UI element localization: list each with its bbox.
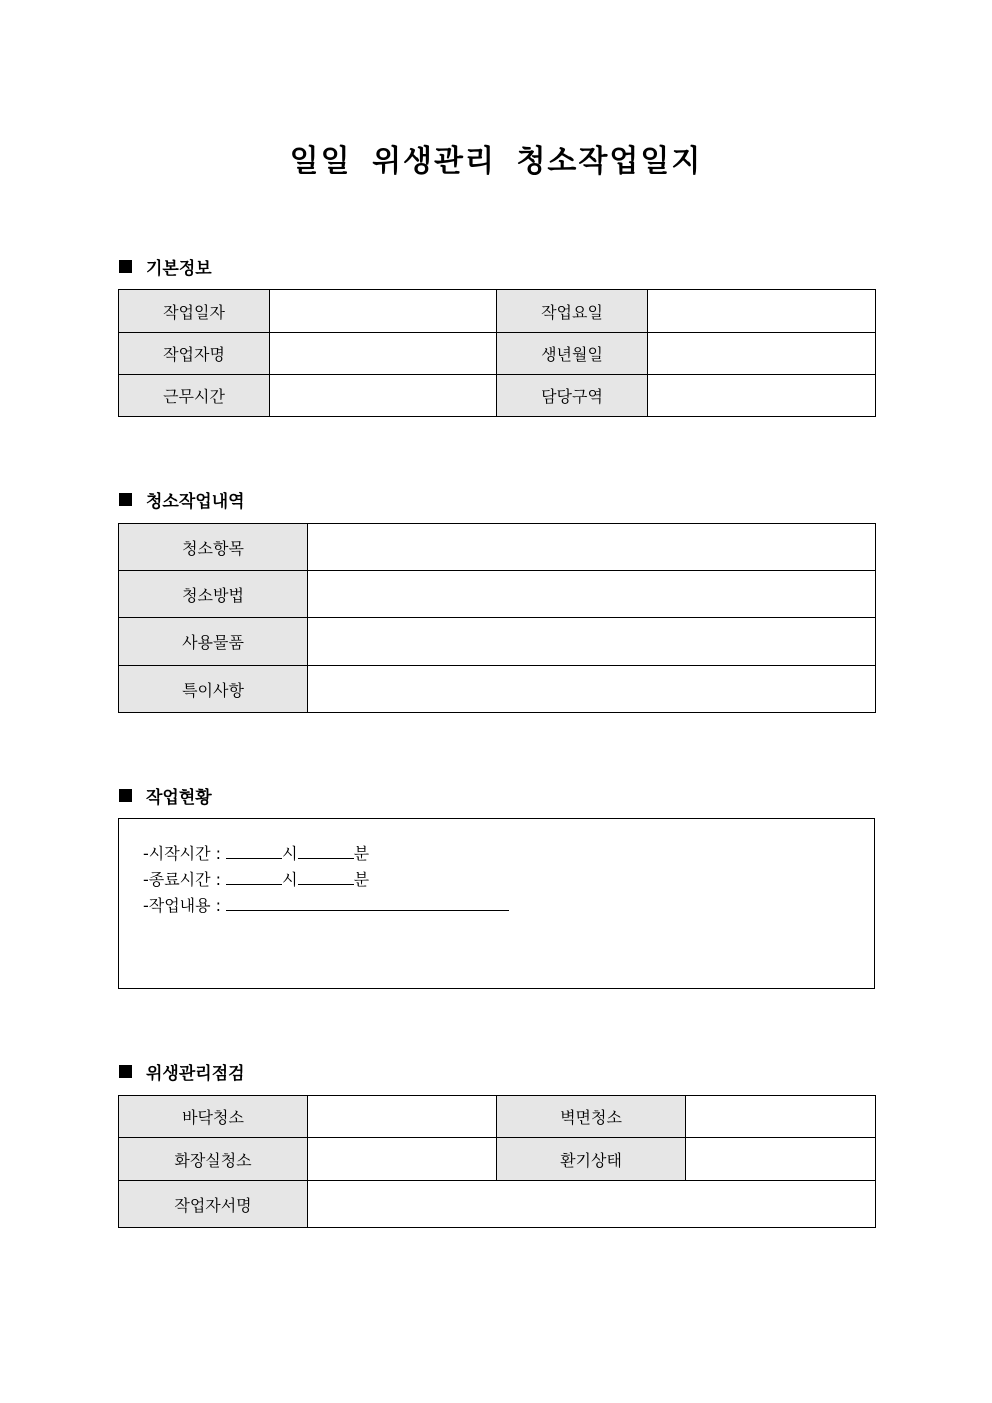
label-cleaning-method: 청소방법 <box>119 571 308 618</box>
birth-date-field[interactable] <box>648 333 876 375</box>
section-hygiene-check <box>119 1059 245 1084</box>
table-row <box>119 1096 876 1138</box>
cleaning-item-field[interactable] <box>308 524 876 571</box>
label-birth-date: 생년월일 <box>497 333 648 375</box>
label-wall-cleaning: 벽면청소 <box>497 1096 686 1138</box>
label-assigned-area: 담당구역 <box>497 375 648 417</box>
start-time-label: -시작시간 : <box>143 844 222 863</box>
label-cleaning-item: 청소항목 <box>119 524 308 571</box>
section-work-status <box>119 783 212 808</box>
end-minute-blank[interactable] <box>298 870 354 885</box>
square-bullet-icon <box>119 493 132 506</box>
worker-name-field[interactable] <box>270 333 497 375</box>
work-day-field[interactable] <box>648 290 876 333</box>
square-bullet-icon <box>119 1065 132 1078</box>
supplies-used-field[interactable] <box>308 618 876 666</box>
table-row <box>119 1138 876 1181</box>
work-date-field[interactable] <box>270 290 497 333</box>
label-floor-cleaning: 바닥청소 <box>119 1096 308 1138</box>
table-row <box>119 666 876 713</box>
square-bullet-icon <box>119 789 132 802</box>
ventilation-field[interactable] <box>686 1138 876 1181</box>
work-content-line <box>143 893 509 916</box>
start-hour-blank[interactable] <box>226 844 282 859</box>
cleaning-method-field[interactable] <box>308 571 876 618</box>
section-cleaning-details <box>119 487 245 512</box>
label-supplies-used: 사용물품 <box>119 618 308 666</box>
special-notes-field[interactable] <box>308 666 876 713</box>
start-time-line <box>143 841 369 864</box>
label-worker-name: 작업자명 <box>119 333 270 375</box>
label-worker-signature: 작업자서명 <box>119 1181 308 1228</box>
label-restroom-cleaning: 화장실청소 <box>119 1138 308 1181</box>
table-row <box>119 1181 876 1228</box>
floor-cleaning-field[interactable] <box>308 1096 497 1138</box>
minute-unit: 분 <box>353 870 370 889</box>
table-row <box>119 333 876 375</box>
label-special-notes: 특이사항 <box>119 666 308 713</box>
worker-signature-field[interactable] <box>308 1181 876 1228</box>
square-bullet-icon <box>119 260 132 273</box>
section-heading: 기본정보 <box>146 259 212 279</box>
label-work-day: 작업요일 <box>497 290 648 333</box>
basic-info-table <box>118 289 876 417</box>
wall-cleaning-field[interactable] <box>686 1096 876 1138</box>
table-row <box>119 618 876 666</box>
work-status-box <box>118 818 875 989</box>
label-work-hours: 근무시간 <box>119 375 270 417</box>
end-time-label: -종료시간 : <box>143 870 222 889</box>
table-row <box>119 571 876 618</box>
cleaning-details-table <box>118 523 876 713</box>
end-time-line <box>143 867 369 890</box>
minute-unit: 분 <box>353 844 370 863</box>
work-content-blank[interactable] <box>226 896 509 911</box>
hygiene-check-table <box>118 1095 876 1228</box>
end-hour-blank[interactable] <box>226 870 282 885</box>
table-row <box>119 290 876 333</box>
table-row <box>119 524 876 571</box>
assigned-area-field[interactable] <box>648 375 876 417</box>
hour-unit: 시 <box>282 844 298 863</box>
section-basic-info <box>119 254 212 279</box>
work-hours-field[interactable] <box>270 375 497 417</box>
label-work-date: 작업일자 <box>119 290 270 333</box>
label-ventilation: 환기상태 <box>497 1138 686 1181</box>
section-heading: 위생관리점검 <box>146 1064 245 1084</box>
section-heading: 청소작업내역 <box>146 492 245 512</box>
table-row <box>119 375 876 417</box>
work-content-label: -작업내용 : <box>143 896 222 915</box>
page-title: 일일 위생관리 청소작업일지 <box>289 144 703 179</box>
hour-unit: 시 <box>282 870 298 889</box>
restroom-cleaning-field[interactable] <box>308 1138 497 1181</box>
start-minute-blank[interactable] <box>298 844 354 859</box>
section-heading: 작업현황 <box>146 788 212 808</box>
